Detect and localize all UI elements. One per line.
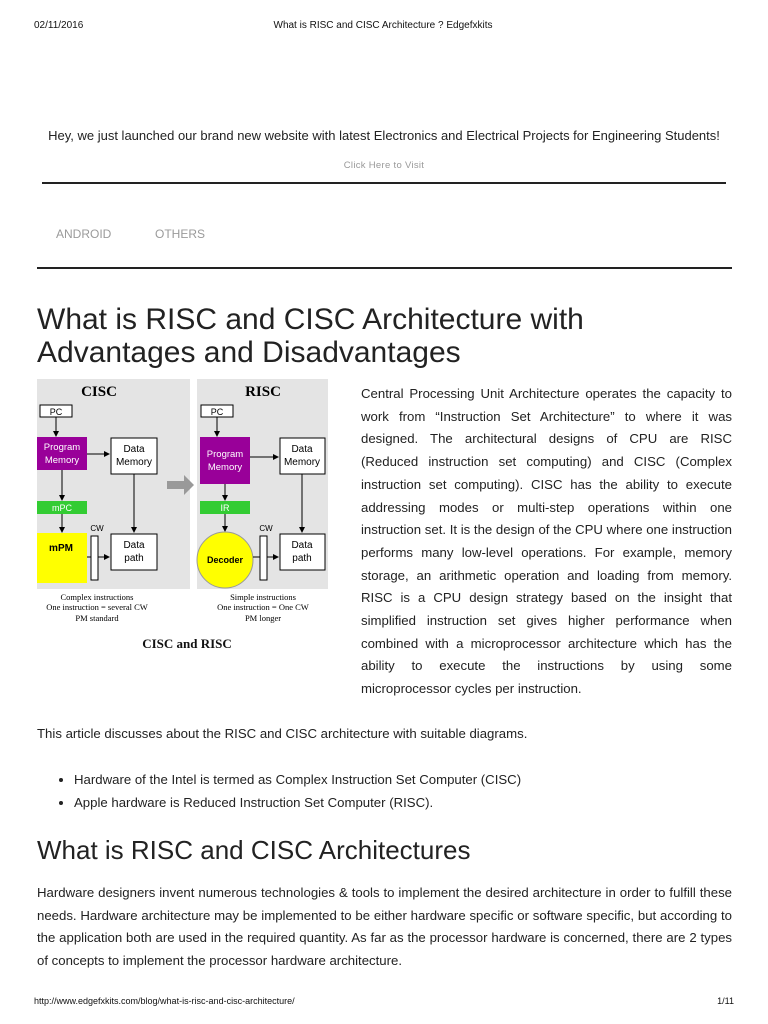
print-page-title: What is RISC and CISC Architecture ? Edgefxkits [273,20,493,31]
svg-text:mPM: mPM [49,543,73,554]
article-title: What is RISC and CISC Architecture with Advantages and Disadvantages [37,303,584,369]
svg-text:IR: IR [220,503,230,513]
cisc-data-memory: Data [123,444,145,455]
page-number: 1/11 [717,996,734,1006]
cisc-data-path: Data [123,540,145,551]
nav-item-others[interactable]: OTHERS [155,227,206,241]
print-url: http://www.edgefxkits.com/blog/what-is-risc-and-cisc-architecture/ [34,996,295,1006]
intro-paragraph [37,383,732,701]
risc-data-memory: Data [291,444,313,455]
summary-paragraph: This article discusses about the RISC and CISC architecture with suitable diagrams. [37,726,528,741]
nav-item-android[interactable]: ANDROID [56,227,112,241]
svg-text:Decoder: Decoder [206,555,244,565]
section-paragraph: Hardware designers invent numerous technologies & tools to implement the desired architecture in order to fulfill these needs. Hardware architecture may be implemented to be either hardware specific or software specific, but according to the application both are used in the required quantity. As far as the processor hardware is concerned, there are 2 types of concepts to implement the processor hardware architecture. [37,885,732,969]
figure-caption: CISC and RISC [142,636,232,651]
print-header [34,20,732,34]
risc-heading: RISC [245,384,281,400]
risc-note-1: Simple instructions [230,592,296,602]
divider [37,267,732,269]
risc-cw: CW [259,524,273,533]
risc-note-3: PM longer [244,613,282,623]
bullet-list [37,768,768,814]
cisc-note-3: PM standard [75,613,119,623]
visit-link[interactable]: Click Here to Visit [343,160,425,171]
cisc-pc: PC [49,407,63,417]
svg-text:path: path [124,553,144,564]
cisc-heading: CISC [81,384,117,400]
svg-text:mPC: mPC [52,503,72,513]
announcement-text: Hey, we just launched our brand new website with latest Electronics and Electrical Projects for Engineering Students! [48,128,720,143]
svg-text:Memory: Memory [115,457,153,468]
svg-text:Memory: Memory [207,462,243,473]
cisc-note-1: Complex instructions [60,592,134,602]
risc-data-path: Data [291,540,313,551]
svg-text:Memory: Memory [44,455,80,466]
section-heading: What is RISC and CISC Architectures [37,835,471,865]
svg-text:Program: Program [206,449,244,460]
svg-text:Program: Program [43,442,81,453]
svg-text:path: path [292,553,312,564]
cisc-cw: CW [90,524,104,533]
list-item: • Hardware of the Intel is termed as Complex Instruction Set Computer (CISC) [74,768,768,791]
svg-text:Memory: Memory [283,457,321,468]
list-item: • Apple hardware is Reduced Instruction Set Computer (RISC). [74,791,768,814]
risc-note-2: One instruction = One CW [217,602,309,612]
risc-pc: PC [210,407,224,417]
intro-text: Central Processing Unit Architecture operates the capacity to work from “Instruction Set Architecture” to where it was designed. The architectural designs of CPU are RISC (Reduced instruction set computing) and CISC (Complex instruction set computing). CISC has the ability to execute addressing modes or multi-step operations within one instruction set. It is the design of the CPU where one instruction performs many low-level operations. For example, memory storage, an arithmetic operation and loading from memory. RISC is a CPU design strategy based on the insight that simplified instruction set gives higher performance when combined with a microprocessor architecture which has the ability to execute the instructions by using some microprocessor cycles per instruction. [361,386,732,697]
cisc-note-2: One instruction = several CW [46,602,148,612]
print-date: 02/11/2016 [34,20,84,31]
divider [42,182,726,184]
